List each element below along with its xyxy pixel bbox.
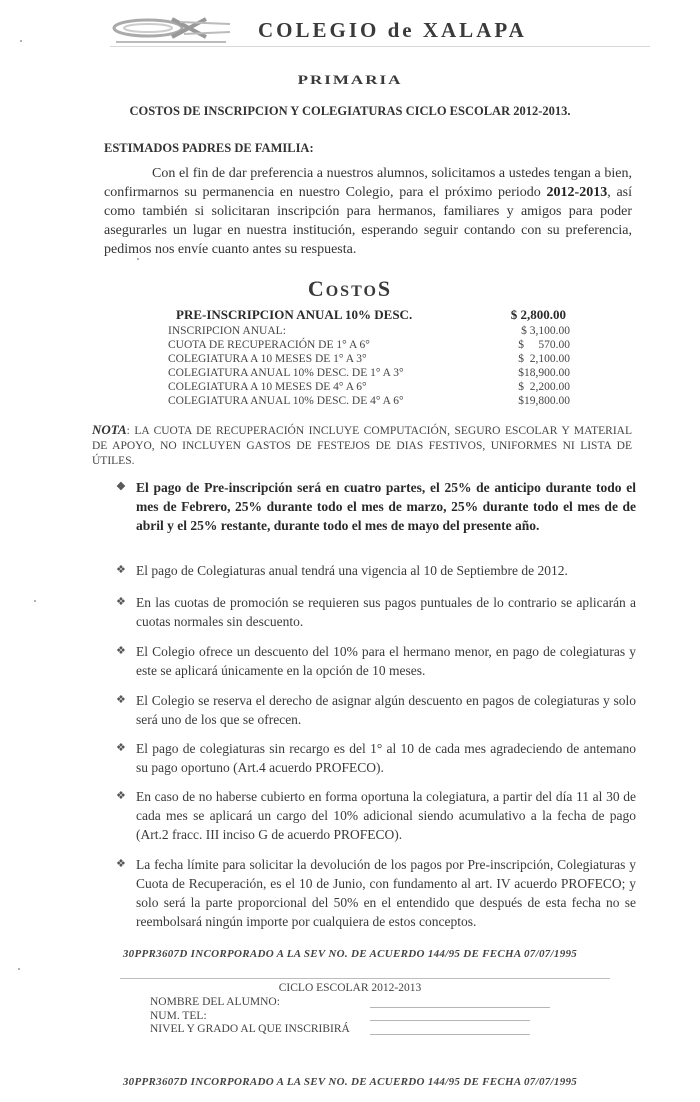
cost-label: INSCRIPCION ANUAL: [168, 325, 286, 337]
cost-row [168, 307, 578, 325]
condition-text: En caso de no haberse cubierto en forma oportuna la colegiatura, a partir del día 11 al 30 de cada mes se aplicará un cargo del 10% adicional siendo acumulativo a la fecha de pago (Art.2 fracc. III inciso G de acuerdo PROFECO). [136, 789, 636, 842]
scan-speck [34, 600, 36, 602]
cost-amount: $ 2,100.00 [518, 353, 570, 365]
bullet-diamond-icon: ❖ [116, 596, 126, 608]
section-title: PRIMARIA [297, 72, 403, 87]
form-label-grade: NIVEL Y GRADO AL QUE INSCRIBIRÁ [150, 1023, 350, 1035]
cost-label: PRE-INSCRIPCION ANUAL 10% DESC. [176, 307, 413, 322]
condition-item [116, 593, 636, 631]
phone-field[interactable] [370, 1020, 530, 1021]
costs-heading-letter: O [325, 283, 341, 300]
incorporation-line: 30PPR3607D INCORPORADO A LA SEV NO. DE ACUERDO 144/95 DE FECHA 07/07/1995 [122, 948, 578, 960]
bullet-diamond-icon: ❖ [116, 858, 126, 870]
condition-text: El pago de colegiaturas sin recargo es del 1° al 10 de cada mes agradeciendo de antemano su pago oportuno (Art.4 acuerdo PROFECO). [136, 741, 636, 775]
costs-heading-letter: O [363, 283, 378, 300]
condition-item [116, 855, 636, 931]
scan-speck [20, 40, 22, 42]
school-name: COLEGIO de XALAPA [258, 18, 527, 42]
condition-item [116, 561, 636, 580]
bullet-diamond-icon: ❖ [116, 790, 126, 802]
condition-item [116, 787, 636, 844]
condition-item [116, 691, 636, 729]
intro-text-1: Con el fin de dar preferencia a nuestros alumnos, solicitamos a ustedes tengan a bien, confirmarnos su permanencia en nuestro Colegio, para el próximo periodo [104, 166, 632, 200]
costs-heading-letter: T [351, 283, 364, 300]
greeting: ESTIMADOS PADRES DE FAMILIA: [104, 141, 314, 155]
costs-heading-letter: S [340, 283, 352, 300]
cost-amount: $ 2,800.00 [510, 307, 566, 322]
condition-text: El pago de Colegiaturas anual tendrá una vigencia al 10 de Septiembre de 2012. [136, 563, 568, 578]
document-subtitle: COSTOS DE INSCRIPCION Y COLEGIATURAS CICLO ESCOLAR 2012-2013. [129, 104, 571, 118]
cost-label: CUOTA DE RECUPERACIÓN DE 1° A 6° [168, 339, 370, 351]
form-label-student-name: NOMBRE DEL ALUMNO: [150, 996, 280, 1008]
cost-table [168, 307, 578, 409]
cost-row [168, 353, 578, 367]
cost-amount: $ 570.00 [518, 339, 570, 351]
bullet-diamond-icon: ❖ [116, 645, 126, 657]
intro-text-2: , así como también si solicitaran inscripción para hermanos, familiares y amigos para poder asegurarles un lugar en nuestra institución, esperando seguir contando con su preferencia, pedimos nos envíe cuanto antes su respuesta. [104, 185, 632, 257]
cost-row [168, 395, 578, 409]
form-title: CICLO ESCOLAR 2012-2013 [278, 982, 422, 994]
grade-field[interactable] [370, 1034, 530, 1035]
costs-heading-letter: S [377, 276, 393, 301]
cost-amount: $ 3,100.00 [521, 325, 570, 337]
cost-label: COLEGIATURA ANUAL 10% DESC. DE 1° A 3° [168, 367, 404, 379]
header-divider [110, 46, 650, 47]
cost-amount: $18,900.00 [518, 367, 570, 379]
cost-amount: $ 2,200.00 [518, 381, 570, 393]
cost-row [168, 339, 578, 353]
condition-text: El Colegio ofrece un descuento del 10% para el hermano menor, en pago de colegiaturas y este se aplicará únicamente en la opción de 10 meses. [136, 644, 636, 678]
cost-label: COLEGIATURA A 10 MESES DE 1° A 3° [168, 353, 367, 365]
student-name-field[interactable] [370, 1007, 550, 1008]
costs-heading-letter: C [307, 276, 326, 301]
condition-text: El Colegio se reserva el derecho de asignar algún descuento en pagos de colegiaturas y solo será uno de los que se ofrecen. [136, 693, 636, 727]
note-text: : LA CUOTA DE RECUPERACIÓN INCLUYE COMPUTACIÓN, SEGURO ESCOLAR Y MATERIAL DE APOYO, NO INCLUYEN GASTOS DE FESTEJOS DE DIAS FESTIVOS, UNIFORMES NI LISTA DE ÚTILES. [92, 425, 632, 467]
bullet-diamond-icon: ❖ [116, 481, 126, 493]
condition-item [116, 739, 636, 777]
form-divider [120, 978, 610, 979]
cost-row [168, 325, 578, 339]
bullet-diamond-icon: ❖ [116, 694, 126, 706]
school-logo [110, 16, 238, 46]
condition-text: En las cuotas de promoción se requieren sus pagos puntuales de lo contrario se aplicarán a cuotas normales sin descuento. [136, 595, 636, 629]
bullet-diamond-icon: ❖ [116, 564, 126, 576]
form-label-phone: NUM. TEL: [150, 1010, 207, 1022]
cost-amount: $19,800.00 [518, 395, 570, 407]
condition-text: La fecha límite para solicitar la devolución de los pagos por Pre-inscripción, Colegiaturas y Cuota de Recuperación, es el 10 de Junio, con fundamento al art. IV acuerdo PROFECO; y solo será la parte proporcional del 50% en el entendido que después de esta fecha no se reembolsará ningún importe por cualquiera de estos conceptos. [136, 857, 636, 929]
cost-label: COLEGIATURA ANUAL 10% DESC. DE 4° A 6° [168, 395, 404, 407]
cost-row [168, 381, 578, 395]
condition-item [116, 478, 636, 535]
scan-speck [18, 968, 20, 970]
intro-paragraph [104, 164, 632, 259]
incorporation-line-footer: 30PPR3607D INCORPORADO A LA SEV NO. DE ACUERDO 144/95 DE FECHA 07/07/1995 [122, 1076, 578, 1088]
note-label: NOTA [92, 422, 127, 437]
costs-heading [0, 276, 700, 302]
condition-text: El pago de Pre-inscripción será en cuatro partes, el 25% de anticipo durante todo el mes de Febrero, 25% durante todo el mes de marzo, 25% durante todo el mes de de abril y el 25% restante, durante todo el mes de mayo del presente año. [136, 480, 636, 533]
condition-item [116, 642, 636, 680]
note [92, 422, 632, 469]
bullet-diamond-icon: ❖ [116, 742, 126, 754]
cost-row [168, 367, 578, 381]
letterhead [110, 14, 650, 48]
intro-period: 2012-2013 [546, 185, 608, 200]
cost-label: COLEGIATURA A 10 MESES DE 4° A 6° [168, 381, 367, 393]
